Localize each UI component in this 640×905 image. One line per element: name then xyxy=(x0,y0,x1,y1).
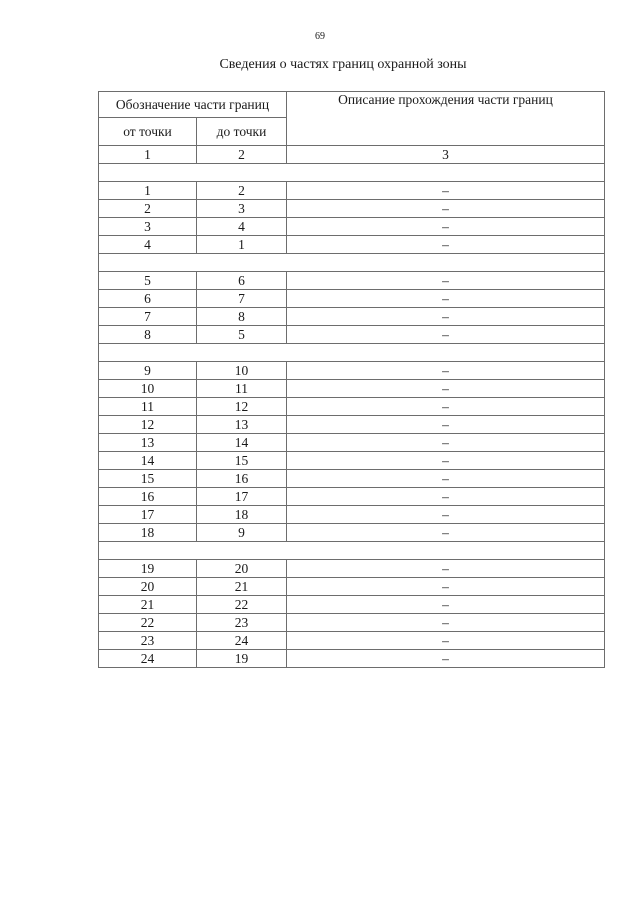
description-cell: – xyxy=(287,560,605,578)
group-separator-cell xyxy=(99,164,605,182)
from-point-cell: 17 xyxy=(99,506,197,524)
description-cell: – xyxy=(287,506,605,524)
description-cell: – xyxy=(287,200,605,218)
table-row xyxy=(99,326,605,344)
description-cell: – xyxy=(287,488,605,506)
from-point-cell: 2 xyxy=(99,200,197,218)
table-row xyxy=(99,416,605,434)
table-row xyxy=(99,200,605,218)
from-point-cell: 10 xyxy=(99,380,197,398)
column-number-1: 1 xyxy=(99,146,197,164)
from-point-cell: 6 xyxy=(99,290,197,308)
description-cell: – xyxy=(287,596,605,614)
from-point-cell: 23 xyxy=(99,632,197,650)
group-separator-cell xyxy=(99,344,605,362)
from-point-cell: 3 xyxy=(99,218,197,236)
to-point-cell: 4 xyxy=(197,218,287,236)
table-row xyxy=(99,308,605,326)
table-row xyxy=(99,434,605,452)
description-cell: – xyxy=(287,272,605,290)
from-point-cell: 20 xyxy=(99,578,197,596)
from-point-cell: 15 xyxy=(99,470,197,488)
description-cell: – xyxy=(287,308,605,326)
group-separator-row xyxy=(99,164,605,182)
table-row xyxy=(99,218,605,236)
from-point-cell: 11 xyxy=(99,398,197,416)
to-point-cell: 15 xyxy=(197,452,287,470)
table-row xyxy=(99,650,605,668)
to-point-cell: 22 xyxy=(197,596,287,614)
from-point-cell: 12 xyxy=(99,416,197,434)
to-point-cell: 9 xyxy=(197,524,287,542)
from-point-cell: 19 xyxy=(99,560,197,578)
table-row xyxy=(99,470,605,488)
to-point-cell: 17 xyxy=(197,488,287,506)
to-point-cell: 6 xyxy=(197,272,287,290)
column-number-3: 3 xyxy=(287,146,605,164)
from-point-cell: 24 xyxy=(99,650,197,668)
to-point-cell: 10 xyxy=(197,362,287,380)
description-cell: – xyxy=(287,416,605,434)
from-point-cell: 14 xyxy=(99,452,197,470)
description-cell: – xyxy=(287,290,605,308)
to-point-cell: 11 xyxy=(197,380,287,398)
header-from-point: от точки xyxy=(99,118,197,146)
to-point-cell: 2 xyxy=(197,182,287,200)
to-point-cell: 8 xyxy=(197,308,287,326)
from-point-cell: 18 xyxy=(99,524,197,542)
table-row xyxy=(99,524,605,542)
to-point-cell: 18 xyxy=(197,506,287,524)
to-point-cell: 19 xyxy=(197,650,287,668)
description-cell: – xyxy=(287,362,605,380)
to-point-cell: 24 xyxy=(197,632,287,650)
description-cell: – xyxy=(287,452,605,470)
page-number: 69 xyxy=(315,31,325,42)
header-to-point: до точки xyxy=(197,118,287,146)
to-point-cell: 20 xyxy=(197,560,287,578)
to-point-cell: 12 xyxy=(197,398,287,416)
column-number-2: 2 xyxy=(197,146,287,164)
table-row xyxy=(99,272,605,290)
table-row xyxy=(99,290,605,308)
description-cell: – xyxy=(287,632,605,650)
from-point-cell: 7 xyxy=(99,308,197,326)
table-row xyxy=(99,362,605,380)
group-separator-row xyxy=(99,542,605,560)
from-point-cell: 5 xyxy=(99,272,197,290)
group-separator-row xyxy=(99,344,605,362)
table-row xyxy=(99,398,605,416)
table-row xyxy=(99,236,605,254)
group-separator-cell xyxy=(99,254,605,272)
from-point-cell: 21 xyxy=(99,596,197,614)
table-row xyxy=(99,452,605,470)
table-body xyxy=(99,164,605,668)
table-row xyxy=(99,380,605,398)
document-title: Сведения о частях границ охранной зоны xyxy=(219,57,467,72)
table-row xyxy=(99,632,605,650)
to-point-cell: 5 xyxy=(197,326,287,344)
description-cell: – xyxy=(287,470,605,488)
description-cell: – xyxy=(287,398,605,416)
description-cell: – xyxy=(287,614,605,632)
to-point-cell: 3 xyxy=(197,200,287,218)
from-point-cell: 9 xyxy=(99,362,197,380)
description-cell: – xyxy=(287,218,605,236)
description-cell: – xyxy=(287,524,605,542)
header-boundary-designation: Обозначение части границ xyxy=(99,92,287,118)
header-boundary-description: Описание прохождения части границ xyxy=(287,92,605,146)
to-point-cell: 23 xyxy=(197,614,287,632)
description-cell: – xyxy=(287,578,605,596)
group-separator-row xyxy=(99,254,605,272)
to-point-cell: 21 xyxy=(197,578,287,596)
from-point-cell: 4 xyxy=(99,236,197,254)
to-point-cell: 1 xyxy=(197,236,287,254)
description-cell: – xyxy=(287,236,605,254)
table-row xyxy=(99,596,605,614)
group-separator-cell xyxy=(99,542,605,560)
from-point-cell: 1 xyxy=(99,182,197,200)
table-row xyxy=(99,182,605,200)
description-cell: – xyxy=(287,380,605,398)
to-point-cell: 7 xyxy=(197,290,287,308)
to-point-cell: 14 xyxy=(197,434,287,452)
table-row xyxy=(99,506,605,524)
description-cell: – xyxy=(287,434,605,452)
table-row xyxy=(99,488,605,506)
to-point-cell: 16 xyxy=(197,470,287,488)
description-cell: – xyxy=(287,650,605,668)
description-cell: – xyxy=(287,182,605,200)
table-row xyxy=(99,578,605,596)
from-point-cell: 8 xyxy=(99,326,197,344)
boundary-parts-table xyxy=(98,91,605,668)
description-cell: – xyxy=(287,326,605,344)
from-point-cell: 16 xyxy=(99,488,197,506)
table-row xyxy=(99,560,605,578)
table-row xyxy=(99,614,605,632)
from-point-cell: 22 xyxy=(99,614,197,632)
from-point-cell: 13 xyxy=(99,434,197,452)
to-point-cell: 13 xyxy=(197,416,287,434)
